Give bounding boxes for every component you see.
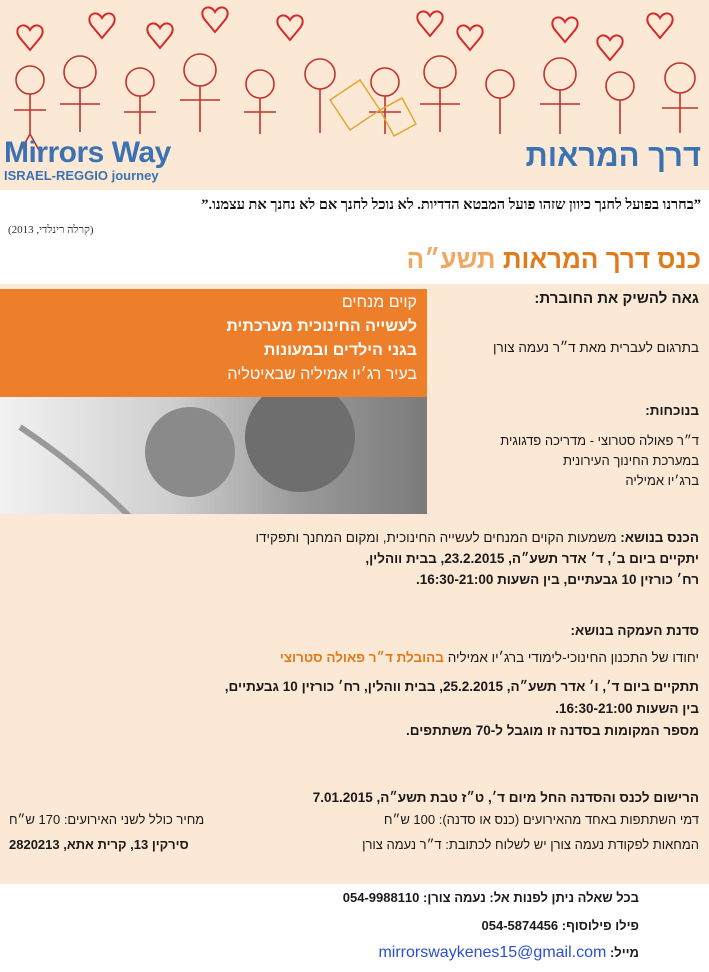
logo-subtitle: ISRAEL-REGGIO journey [4, 168, 159, 183]
title-year: תשע״ה [406, 244, 503, 274]
cover-line: בגני הילדים ובמעונות [263, 342, 417, 359]
contact-label: מייל: [606, 945, 639, 960]
conference-topic [9, 527, 699, 590]
quote-source: (קרלה רינלדי, 2013) [8, 224, 94, 236]
present-line: ברג׳יו אמיליה [625, 473, 699, 488]
conference-line: רח׳ כורזין 10 גבעתיים, בין השעות 16:30-21:00. [416, 572, 699, 587]
email-link[interactable]: mirrorswaykenes15@gmail.com [378, 944, 607, 961]
conference-line: משמעות הקוים המנחים לעשייה החינוכית, ומקום המחנך ותפקידו [255, 530, 621, 545]
present-line: במערכת החינוך העירונית [563, 453, 699, 468]
title-main: כנס דרך המראות [502, 244, 701, 274]
present-line: ד״ר פאולה סטרוצי - מדריכה פדגוגית [500, 433, 699, 448]
contact-line [343, 890, 639, 905]
cover-title [226, 291, 417, 387]
mailing-address: סירקין 13, קרית אתא, 2820213 [9, 837, 189, 852]
page-title [407, 244, 701, 275]
workshop-topic [280, 650, 699, 665]
launch-heading: גאה להשיק את החוברת: [534, 290, 699, 307]
contact-label: בכל שאלה ניתן לפנות אל: נעמה צורן: [419, 890, 639, 905]
phone-link[interactable]: 054-5874456 [481, 918, 559, 933]
workshop-line: יחודו של התכנון החינוכי-לימודי ברג׳יו אמיליה [443, 650, 699, 665]
phone-link[interactable]: 054-9988110 [342, 890, 420, 905]
fee-single: דמי השתתפות באחד מהאירועים (כנס או סדנה): 100 ש״ח [383, 812, 699, 827]
contact-label: פילו פילוסוף: [558, 918, 639, 933]
logo-english [4, 138, 171, 183]
cover-line: לעשייה החינוכית מערכתית [226, 318, 417, 335]
registration-heading: הרישום לכנס והסדנה החל מיום ד׳, ט״ז טבת תשע״ה, 7.01.2015 [312, 790, 699, 805]
present-heading: בנוכחות: [645, 403, 699, 418]
workshop-host: בהובלת ד״ר פאולה סטרוצי [279, 650, 444, 665]
fee-both: מחיר כולל לשני האירועים: 170 ש״ח [9, 812, 205, 827]
header-illustration [0, 0, 709, 190]
quote-text: ”בחרנו בפועל לחנך כיוון שזהו פועל המבטא הדדיות. לא נוכל לחנך אם לא נחנך את עצמנו.” [201, 197, 701, 213]
cover-line: קוים מנחים [341, 294, 417, 311]
present-list [500, 431, 699, 491]
contact-line [482, 918, 639, 933]
logo-title: Mirrors Way [4, 136, 171, 169]
cover-photo [0, 397, 427, 514]
workshop-line: מספר המקומות בסדנה זו מוגבל ל-70 משתתפים. [406, 723, 699, 738]
checks-instructions: המחאות לפקודת נעמה צורן יש לשלוח לכתובת: ד״ר נעמה צורן [362, 837, 699, 852]
child-photo-icon [0, 397, 427, 514]
conference-label: הכנס בנושא: [620, 530, 699, 545]
logo-hebrew: דרך המראות [525, 138, 701, 173]
translation-credit: בתרגום לעברית מאת ד״ר נעמה צורן [493, 340, 699, 355]
workshop-heading: סדנת העמקה בנושא: [570, 623, 699, 638]
workshop-line: תתקיים ביום ד׳, ו׳ אדר תשע״ה, 25.2.2015, בבית ווהלין, רח׳ כורזין 10 גבעתיים, [224, 679, 699, 694]
workshop-details [9, 676, 699, 742]
workshop-line: בין השעות 16:30-21:00. [555, 701, 699, 716]
conference-line: יתקיים ביום ב׳, ד׳ אדר תשע״ה, 23.2.2015, בבית ווהלין, [365, 551, 699, 566]
contact-line [378, 944, 639, 962]
booklet-cover [0, 289, 427, 514]
cover-line: בעיר רג׳יו אמיליה שבאיטליה [227, 366, 417, 383]
